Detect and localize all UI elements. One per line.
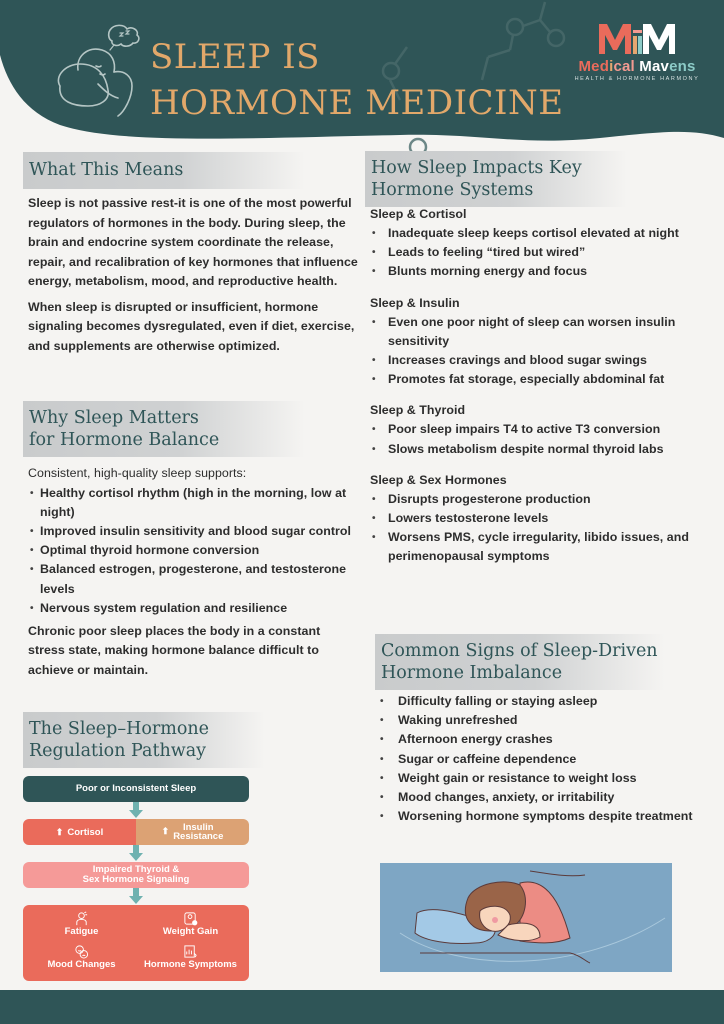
logo-monogram-icon — [597, 22, 677, 56]
page-title — [150, 34, 564, 126]
down-arrow-icon — [129, 845, 143, 862]
list-item: • Inadequate sleep keeps cortisol elevated at night — [370, 224, 710, 243]
paragraph: When sleep is disrupted or insufficient, hormone signaling becomes dysregulated, even if diet, exercise, and supplements are otherwise optimized. — [28, 299, 355, 353]
flow-outcomes — [23, 905, 249, 981]
outcome-mood-changes: Mood Changes — [27, 944, 136, 975]
outcome-fatigue: Fatigue — [27, 911, 136, 942]
list-item: • Promotes fat storage, especially abdominal fat — [370, 370, 710, 389]
list-item: • Worsens PMS, cycle irregularity, libido issues, and perimenopausal symptoms — [370, 528, 710, 566]
list-item: • Blunts morning energy and focus — [370, 262, 710, 281]
list-item: • Balanced estrogen, progesterone, and testosterone levels — [28, 560, 358, 598]
pathway-flowchart — [23, 776, 249, 981]
closing-text: Chronic poor sleep places the body in a constant stress state, making hormone balance difficult to achieve or maintain. — [28, 623, 321, 677]
list-item: • Difficulty falling or staying asleep — [376, 692, 706, 711]
down-arrow-icon — [129, 888, 143, 905]
list-item: • Poor sleep impairs T4 to active T3 conversion — [370, 420, 710, 439]
hormone-systems-list — [370, 205, 710, 579]
flow-step-cortisol-insulin — [23, 819, 249, 845]
outcome-hormone-symptoms: Hormone Symptoms — [136, 944, 245, 975]
group-thyroid — [370, 401, 710, 458]
flow-step-poor-sleep: Poor or Inconsistent Sleep — [23, 776, 249, 802]
mood-faces-icon — [74, 944, 89, 959]
signs-list — [376, 692, 706, 826]
woman-sleeping-illustration — [380, 863, 672, 972]
scale-icon — [183, 911, 198, 926]
flow-step-impaired-signaling: Impaired Thyroid & Sex Hormone Signaling — [23, 862, 249, 888]
common-signs-heading: Common Signs of Sleep-Driven Hormone Imbalance — [375, 634, 665, 690]
outcome-weight-gain: Weight Gain — [136, 911, 245, 942]
subheading: Sleep & Cortisol — [370, 207, 467, 221]
subheading: Sleep & Insulin — [370, 295, 460, 310]
list-item: • Sugar or caffeine dependence — [376, 750, 706, 769]
down-arrow-icon — [129, 802, 143, 819]
footer-bar — [0, 990, 724, 1024]
paragraph: Sleep is not passive rest-it is one of the most powerful regulators of hormones in the body. During sleep, the brain and endocrine system coordinate the release, repair, and recalibration of key hormones that influence energy, metabolism, mood, and reproductive health. — [28, 196, 358, 288]
list-item: • Waking unrefreshed — [376, 711, 706, 730]
calendar-chart-icon — [183, 944, 198, 959]
cortisol-box: ⬆ Cortisol — [23, 819, 136, 845]
subheading: Sleep & Thyroid — [370, 403, 466, 418]
up-arrow-icon: ⬆ — [55, 826, 64, 837]
group-sex-hormones — [370, 471, 710, 567]
title-line-1: SLEEP IS — [150, 37, 320, 77]
group-insulin — [370, 294, 710, 390]
logo-tagline: HEALTH & HORMONE HARMONY — [574, 76, 700, 82]
tired-person-icon — [74, 911, 89, 926]
supports-list — [28, 484, 358, 618]
subheading: Sleep & Sex Hormones — [370, 472, 507, 487]
title-line-2: HORMONE MEDICINE — [150, 83, 564, 123]
what-this-means-heading: What This Means — [23, 152, 305, 189]
what-this-means-body — [28, 194, 358, 362]
insulin-box: ⬆ Insulin Resistance — [136, 819, 249, 845]
list-item: • Even one poor night of sleep can worsen insulin sensitivity — [370, 313, 710, 351]
list-item: • Slows metabolism despite normal thyroid labs — [370, 440, 710, 459]
list-item: • Mood changes, anxiety, or irritability — [376, 788, 706, 807]
list-item: • Lowers testosterone levels — [370, 509, 710, 528]
list-item: • Worsening hormone symptoms despite treatment — [376, 807, 706, 826]
list-item: • Leads to feeling “tired but wired” — [370, 243, 710, 262]
intro-text: Consistent, high-quality sleep supports: — [28, 466, 247, 480]
how-sleep-impacts-heading: How Sleep Impacts Key Hormone Systems — [365, 151, 627, 207]
list-item: • Optimal thyroid hormone conversion — [28, 541, 358, 560]
brand-logo — [572, 22, 702, 82]
list-item: • Disrupts progesterone production — [370, 490, 710, 509]
list-item: • Healthy cortisol rhythm (high in the morning, low at night) — [28, 484, 358, 522]
group-cortisol — [370, 205, 710, 282]
sleeping-person-icon — [40, 20, 150, 120]
list-item: • Increases cravings and blood sugar swings — [370, 351, 710, 370]
why-sleep-matters-body — [28, 464, 358, 686]
logo-wordmark: Medical Mavens — [578, 58, 696, 75]
why-sleep-matters-heading: Why Sleep Matters for Hormone Balance — [23, 401, 305, 457]
list-item: • Nervous system regulation and resilience — [28, 599, 358, 618]
up-arrow-icon: ⬆ — [161, 826, 170, 837]
common-signs-body — [376, 692, 706, 826]
list-item: • Improved insulin sensitivity and blood sugar control — [28, 522, 358, 541]
pathway-heading: The Sleep–Hormone Regulation Pathway — [23, 712, 265, 768]
list-item: • Weight gain or resistance to weight loss — [376, 769, 706, 788]
list-item: • Afternoon energy crashes — [376, 730, 706, 749]
